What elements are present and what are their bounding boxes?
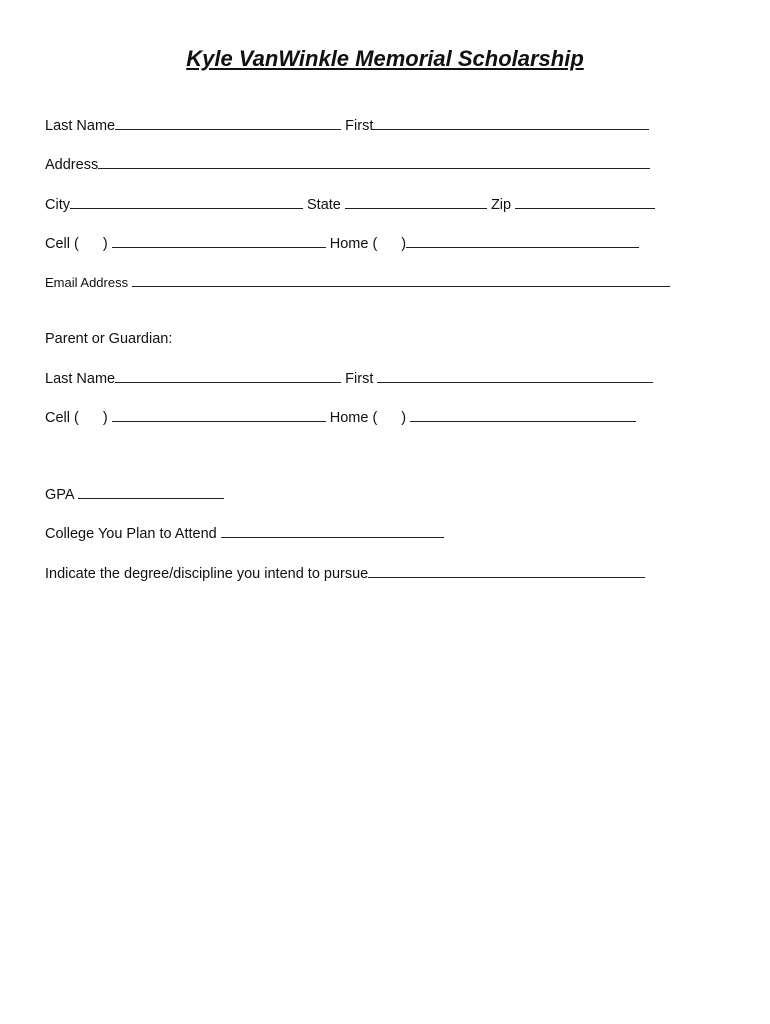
guardian-home-close-paren: ) (401, 410, 407, 426)
guardian-phone-row (45, 408, 636, 427)
applicant-email-row (45, 273, 670, 292)
form-title: Kyle VanWinkle Memorial Scholarship (186, 46, 584, 71)
address-field[interactable] (98, 155, 650, 169)
cell-number-field[interactable] (112, 234, 326, 248)
home-number-field[interactable] (406, 234, 639, 248)
guardian-last-name-label: Last Name (45, 371, 116, 387)
zip-field[interactable] (515, 195, 655, 209)
email-label: Email Address (45, 275, 129, 290)
guardian-home-number-field[interactable] (410, 408, 636, 422)
first-name-field[interactable] (373, 116, 649, 130)
address-label: Address (45, 157, 99, 173)
guardian-home-label: Home ( (329, 410, 378, 426)
applicant-address-row (45, 155, 650, 174)
state-label: State (307, 197, 341, 213)
college-row (45, 524, 444, 543)
guardian-cell-close-paren: ) (102, 410, 108, 426)
applicant-phone-row (45, 234, 639, 253)
gpa-row (45, 485, 224, 504)
cell-label: Cell ( (45, 236, 79, 252)
college-field[interactable] (221, 524, 444, 538)
guardian-first-name-field[interactable] (377, 369, 653, 383)
guardian-first-name-label: First (345, 371, 374, 387)
college-label: College You Plan to Attend (45, 526, 217, 542)
guardian-name-row (45, 369, 653, 388)
state-field[interactable] (345, 195, 487, 209)
guardian-cell-label: Cell ( (45, 410, 79, 426)
degree-label: Indicate the degree/discipline you intend to pursue (45, 566, 369, 582)
guardian-last-name-field[interactable] (115, 369, 341, 383)
home-label: Home ( (329, 236, 378, 252)
city-label: City (45, 197, 70, 213)
degree-row (45, 564, 645, 583)
home-close-paren: ) (401, 236, 407, 252)
guardian-heading: Parent or Guardian: (45, 331, 173, 347)
applicant-name-row (45, 116, 649, 135)
last-name-label: Last Name (45, 118, 116, 134)
cell-close-paren: ) (102, 236, 108, 252)
degree-field[interactable] (368, 564, 645, 578)
last-name-field[interactable] (115, 116, 341, 130)
zip-label: Zip (490, 197, 512, 213)
guardian-cell-number-field[interactable] (112, 408, 326, 422)
city-field[interactable] (70, 195, 303, 209)
gpa-field[interactable] (78, 485, 224, 499)
email-field[interactable] (132, 273, 670, 287)
first-name-label: First (345, 118, 374, 134)
applicant-city-row (45, 195, 655, 214)
gpa-label: GPA (45, 487, 74, 503)
